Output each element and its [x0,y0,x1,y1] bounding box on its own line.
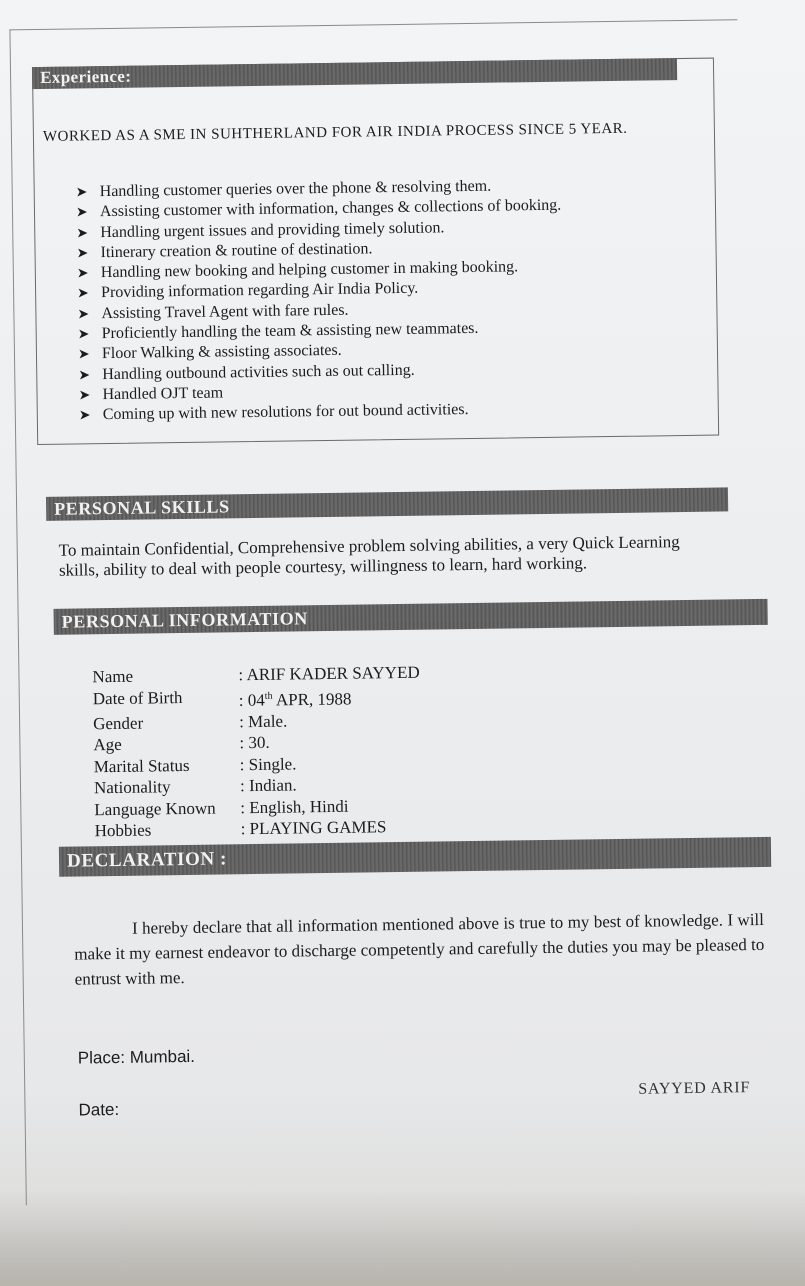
experience-intro: WORKED AS A SME IN SUHTHERLAND FOR AIR INDIA PROCESS SINCE 5 YEAR. [42,120,628,145]
info-label: Date of Birth [92,687,183,708]
list-item: ➤ Itinerary creation & routine of destination. [76,235,676,264]
experience-duties-list [76,174,679,426]
arrowhead-bullet-icon: ➤ [77,327,90,343]
signature-name: SAYYED ARIF [638,1079,751,1098]
info-value: : Indian. [239,775,297,796]
info-label: Hobbies [94,820,152,841]
arrowhead-bullet-icon: ➤ [77,347,90,363]
place-line: Place: Mumbai. [77,1046,196,1068]
info-value: : PLAYING GAMES [240,817,387,839]
arrowhead-bullet-icon: ➤ [78,388,91,404]
arrowhead-bullet-icon: ➤ [76,225,89,242]
personal-information-table [92,662,422,842]
list-item: ➤ Assisting customer with information, changes & collections of booking. [76,194,676,223]
date-line: Date: [78,1099,120,1120]
info-label: Gender [93,713,144,733]
arrowhead-bullet-icon: ➤ [78,367,91,384]
arrowhead-bullet-icon: ➤ [75,205,88,221]
info-value: : Male. [238,711,288,731]
list-item: ➤ Handling customer queries over the phone & resolving them. [76,174,676,203]
info-value: : Single. [239,754,297,774]
list-item: ➤ Handling outbound activities such as out calling. [78,357,678,386]
arrowhead-bullet-icon: ➤ [78,408,91,424]
info-label: Age [93,735,122,755]
personal-skills-text: To maintain Confidential, Comprehensive problem solving abilities, a very Quick Learning skills, ability to deal with people courtesy, willingness to learn, hard working. [58,532,680,580]
list-item: ➤ Floor Walking & assisting associates. [78,336,678,365]
info-value: : 04th APR, 1988 [238,688,352,710]
info-value: : ARIF KADER SAYYED [238,662,420,685]
declaration-text: I hereby declare that all information mentioned above is true to my best of knowledge. I will make it my earnest endeavor to discharge competently and carefully the duties you may be pleased to entrust with me. [74,909,765,989]
page-shadow [0,1190,805,1280]
table-row [92,662,419,688]
table-row [94,816,421,842]
info-label: Name [92,666,134,687]
personal-information-heading-label: PERSONAL INFORMATION [61,608,309,632]
declaration-heading-label: DECLARATION : [66,848,228,872]
list-item: ➤ Providing information regarding Air India Policy. [77,276,677,305]
list-item: ➤ Handling urgent issues and providing timely solution. [76,215,676,244]
arrowhead-bullet-icon: ➤ [77,307,90,323]
list-item: ➤ Proficiently handling the team & assisting new teammates. [78,316,678,345]
info-value: : English, Hindi [240,796,349,817]
info-label: Marital Status [93,755,190,776]
list-item: ➤ Handled OJT team [78,377,678,406]
list-item: ➤ Handling new booking and helping customer in making booking. [77,255,677,284]
arrowhead-bullet-icon: ➤ [77,286,89,302]
arrowhead-bullet-icon: ➤ [76,246,89,262]
info-label: Nationality [93,777,171,798]
list-item: ➤ Coming up with new resolutions for out bound activities. [79,397,679,426]
personal-skills-heading-label: PERSONAL SKILLS [53,496,230,519]
info-value: : 30. [239,732,270,753]
arrowhead-bullet-icon: ➤ [75,185,88,201]
arrowhead-bullet-icon: ➤ [76,266,89,282]
info-label: Language Known [94,798,216,819]
list-item: ➤ Assisting Travel Agent with fare rules. [77,296,677,325]
experience-heading-label: Experience: [39,66,132,87]
